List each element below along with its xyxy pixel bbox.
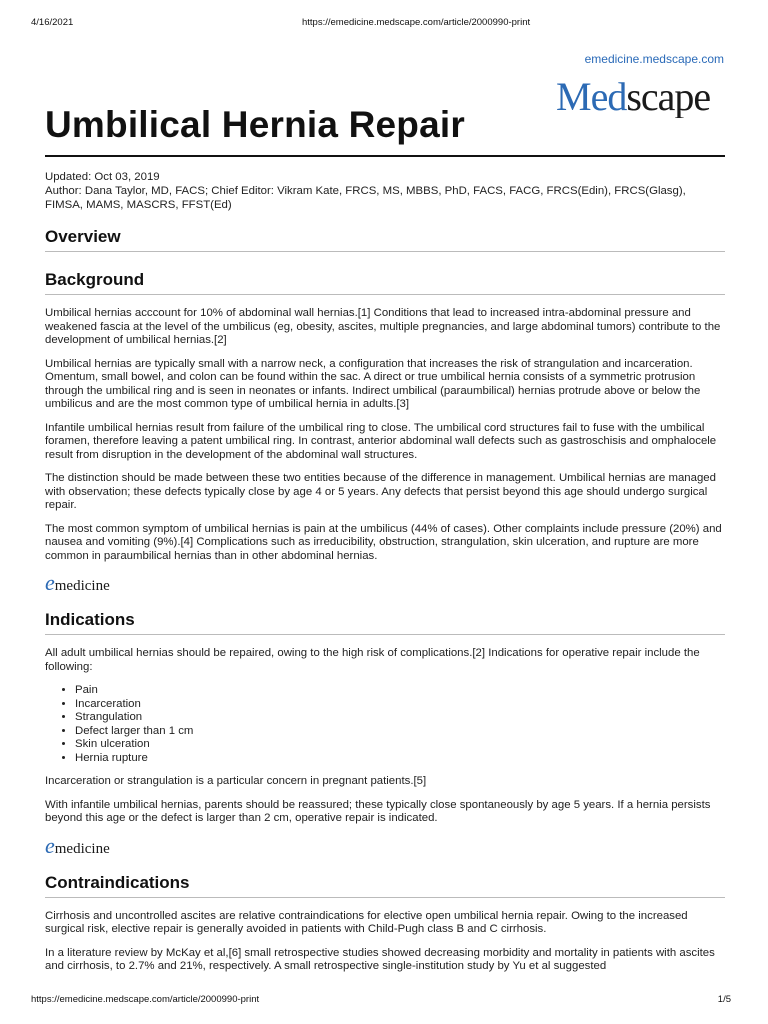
indications-list (75, 684, 725, 765)
logo-scape-text: scape (626, 74, 711, 118)
contraindications-paragraph: In a literature review by McKay et al,[6] small retrospective studies showed decreasing morbidity and mortality in patients with ascites and cirrhosis, to 2.7% and 21%, respectively. A small retrospective single-institution study by Yu et al suggested (45, 946, 715, 972)
list-item: • Incarceration (75, 698, 725, 712)
print-date: 4/16/2021 (31, 17, 74, 28)
background-paragraph: The distinction should be made between these two entities because of the difference in management. Umbilical hernias are managed with observation; these defects typically close by age 4 or 5 years. Any defects that persist beyond this age should undergo surgical repair. (45, 472, 716, 511)
emedicine-logo-e: e (45, 833, 55, 858)
updated-date: Updated: Oct 03, 2019 (45, 171, 160, 183)
svg-text:emedicine (45, 571, 110, 595)
contraindications-heading: Contraindications (45, 872, 725, 898)
footer-url: https://emedicine.medscape.com/article/2000990-print (31, 994, 260, 1005)
medscape-logo (556, 74, 728, 118)
list-item: • Skin ulceration (75, 738, 725, 752)
title-divider (45, 155, 725, 157)
site-link[interactable]: emedicine.medscape.com (584, 52, 724, 66)
contraindications-section (45, 872, 725, 974)
indications-paragraph: Incarceration or strangulation is a particular concern in pregnant patients.[5] (45, 775, 427, 787)
background-paragraph: The most common symptom of umbilical hernias is pain at the umbilicus (44% of cases). Other complaints include pressure (20%) and nausea and vomiting (9%).[4] Complications such as irreducibility, obstruction, strangulation, skin ulceration, and rupture are more common in paraumbilical hernias than in other abdominal hernias. (45, 522, 722, 562)
background-heading: Background (45, 269, 725, 295)
article-meta (45, 170, 725, 212)
emedicine-logo-text: medicine (54, 840, 110, 857)
indications-intro: All adult umbilical hernias should be repaired, owing to the high risk of complications.[2] Indications for operative repair include the following: (45, 647, 700, 673)
list-item: • Defect larger than 1 cm (75, 725, 725, 739)
print-header (31, 17, 737, 31)
logo-med-text: Med (556, 74, 627, 118)
background-section (45, 269, 725, 595)
list-item: • Hernia rupture (75, 752, 725, 766)
svg-text:Medscape (556, 74, 710, 118)
overview-heading: Overview (45, 226, 725, 252)
indications-heading: Indications (45, 609, 725, 635)
author-line: Author: Dana Taylor, MD, FACS; Chief Editor: Vikram Kate, FRCS, MS, MBBS, PhD, FACS, FACG, FRCS(Edin), FRCS(Glasg), FIMSA, MAMS, MASCRS, FFST(Ed) (45, 185, 686, 211)
background-paragraph: Infantile umbilical hernias result from failure of the umbilical ring to close. The umbilical cord structures fail to fuse with the umbilical foramen, therefore leaving a patent umbilical ring. In contrast, anterior abdominal wall defects such as gastroschisis and omphalocele result from disruption in the development of the abdominal wall structures. (45, 421, 717, 461)
article-content (45, 226, 725, 988)
emedicine-logo-text: medicine (54, 578, 110, 594)
emedicine-logo-e: e (45, 571, 55, 595)
emedicine-logo (45, 571, 725, 595)
indications-paragraph: With infantile umbilical hernias, parents should be reassured; these typically close spontaneously by age 5 years. If a hernia persists beyond this age or the defect is larger than 2 cm, operative repair is indicated. (45, 798, 711, 824)
emedicine-logo (45, 834, 725, 858)
print-url: https://emedicine.medscape.com/article/2000990-print (302, 17, 531, 28)
print-footer (31, 994, 737, 1008)
background-paragraph: Umbilical hernias acccount for 10% of abdominal wall hernias.[1] Conditions that lead to increased intra-abdominal pressure and weakened fascia at the level of the umbilicus (eg, obesity, ascites, multiple pregnancies, and large abdominal tumors) contribute to the development of umbilical hernias.[2] (45, 307, 721, 346)
list-item: • Strangulation (75, 711, 725, 725)
indications-section (45, 609, 725, 858)
contraindications-paragraph: Cirrhosis and uncontrolled ascites are relative contraindications for elective open umbilical hernia repair. Owing to the increased surgical risk, elective repair is generally avoided in patients with Child-Pugh class B and C cirrhosis. (45, 909, 688, 935)
background-paragraph: Umbilical hernias are typically small with a narrow neck, a configuration that increases the risk of strangulation and incarceration. Omentum, small bowel, and colon can be found within the sac. A direct or true umbilical hernia consists of a symmetric protrusion through the umbilical ring and is seen in neonates or infants. Indirect umbilical (paraumbilical) hernias protrude above or below the umbilicus and are the most common type of umbilical hernia in adults.[3] (45, 357, 701, 410)
svg-text:emedicine (45, 834, 110, 858)
page-title: Umbilical Hernia Repair (45, 104, 465, 145)
list-item: • Pain (75, 684, 725, 698)
page-number: 1/5 (717, 994, 731, 1005)
